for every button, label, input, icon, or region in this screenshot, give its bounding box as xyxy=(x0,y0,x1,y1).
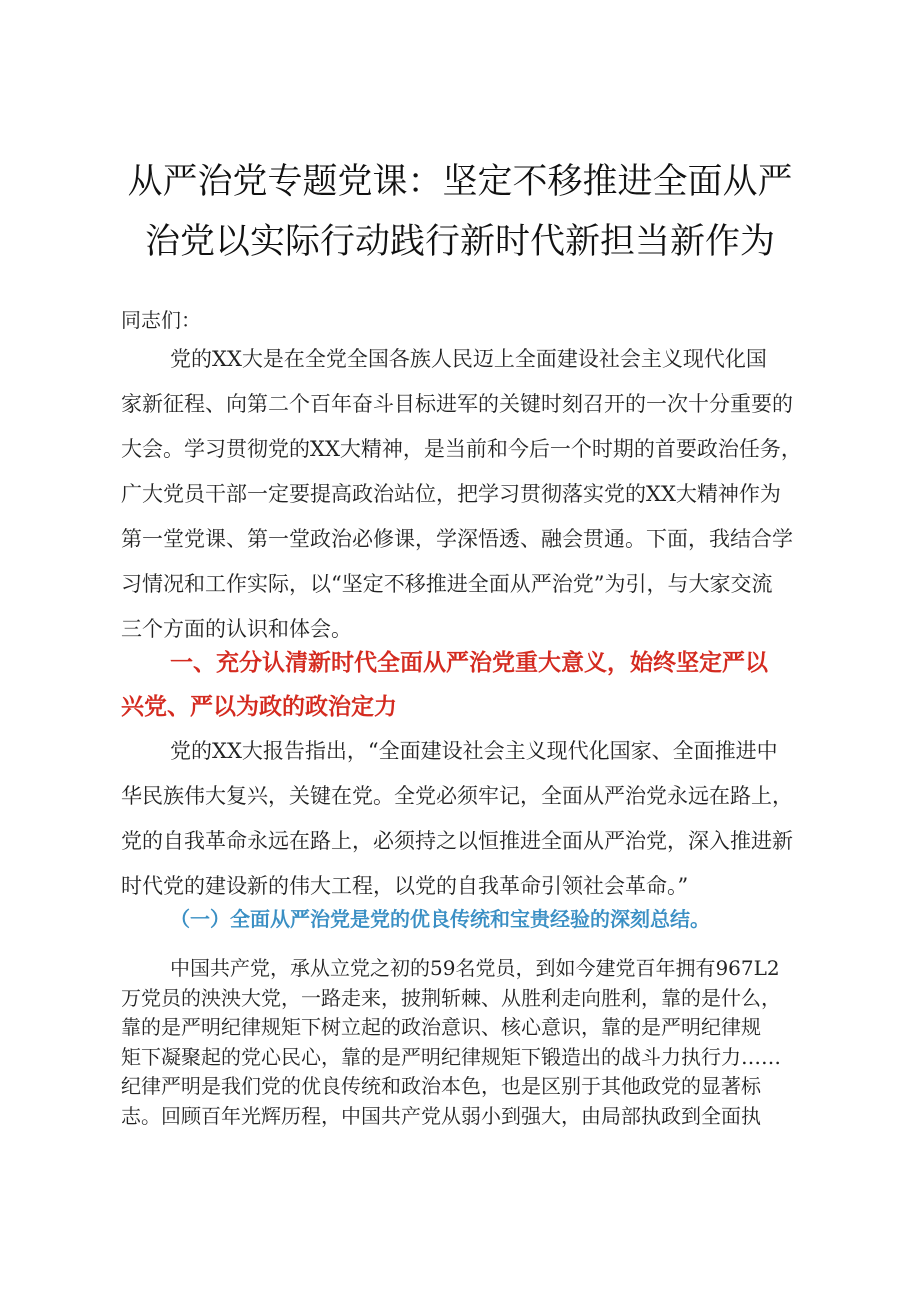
paragraph-line: 矩下凝聚起的党心民心，靠的是严明纪律规矩下锻造出的战斗力执行力…… xyxy=(121,1044,781,1069)
paragraph-line: 广大党员干部一定要提高政治站位，把学习贯彻落实党的XX大精神作为 xyxy=(121,482,781,506)
paragraph-line: 中国共产党，承从立党之初的59名党员，到如今建党百年拥有967L2 xyxy=(170,956,780,980)
paragraph-line: 党的XX大报告指出，“全面建设社会主义现代化国家、全面推进中 xyxy=(170,739,778,763)
subsection1-paragraph xyxy=(121,954,819,1131)
paragraph-line: 家新征程、向第二个百年奋斗目标进军的关键时刻召开的一次十分重要的 xyxy=(121,392,793,416)
paragraph-line: 万党员的泱泱大党，一路走来，披荆斩棘、从胜利走向胜利，靠的是什么， xyxy=(121,985,781,1010)
paragraph-line: 靠的是严明纪律规矩下树立起的政治意识、核心意识，靠的是严明纪律规 xyxy=(121,1015,761,1039)
section1-paragraph xyxy=(121,729,819,909)
paragraph-line: 志。回顾百年光辉历程，中国共产党从弱小到强大，由局部执政到全面执 xyxy=(121,1103,761,1128)
document-title xyxy=(100,152,820,272)
intro-paragraph xyxy=(121,337,819,652)
subsection-heading-1: （一）全面从严治党是党的优良传统和宝贵经验的深刻总结。 xyxy=(170,907,710,931)
paragraph-line: 党的自我革命永远在路上，必须持之以恒推进全面从严治党，深入推进新 xyxy=(121,829,793,853)
paragraph-line: 时代党的建设新的伟大工程，以党的自我革命引领社会革命。” xyxy=(121,874,689,898)
paragraph-line: 习情况和工作实际，以“坚定不移推进全面从严治党”为引，与大家交流 xyxy=(121,572,773,596)
title-line: 从严治党专题党课：坚定不移推进全面从严 xyxy=(127,162,793,202)
paragraph-line: 三个方面的认识和体会。 xyxy=(121,617,352,641)
paragraph-line: 党的XX大是在全党全国各族人民迈上全面建设社会主义现代化国 xyxy=(170,347,767,371)
paragraph-line: 第一堂党课、第一堂政治必修课，学深悟透、融会贯通。下面，我结合学 xyxy=(121,527,793,551)
paragraph-line: 大会。学习贯彻党的XX大精神，是当前和今后一个时期的首要政治任务， xyxy=(121,437,802,461)
paragraph-line: 纪律严明是我们党的优良传统和政治本色，也是区别于其他政党的显著标 xyxy=(121,1074,761,1098)
title-line: 治党以实际行动践行新时代新担当新作为 xyxy=(144,222,775,262)
section-heading-1 xyxy=(121,641,821,729)
heading-line: 兴党、严以为政的政治定力 xyxy=(121,694,397,720)
salutation: 同志们： xyxy=(121,308,201,332)
paragraph-line: 华民族伟大复兴，关键在党。全党必须牢记，全面从严治党永远在路上， xyxy=(121,784,793,808)
heading-line: 一、充分认清新时代全面从严治党重大意义，始终坚定严以 xyxy=(170,650,768,676)
